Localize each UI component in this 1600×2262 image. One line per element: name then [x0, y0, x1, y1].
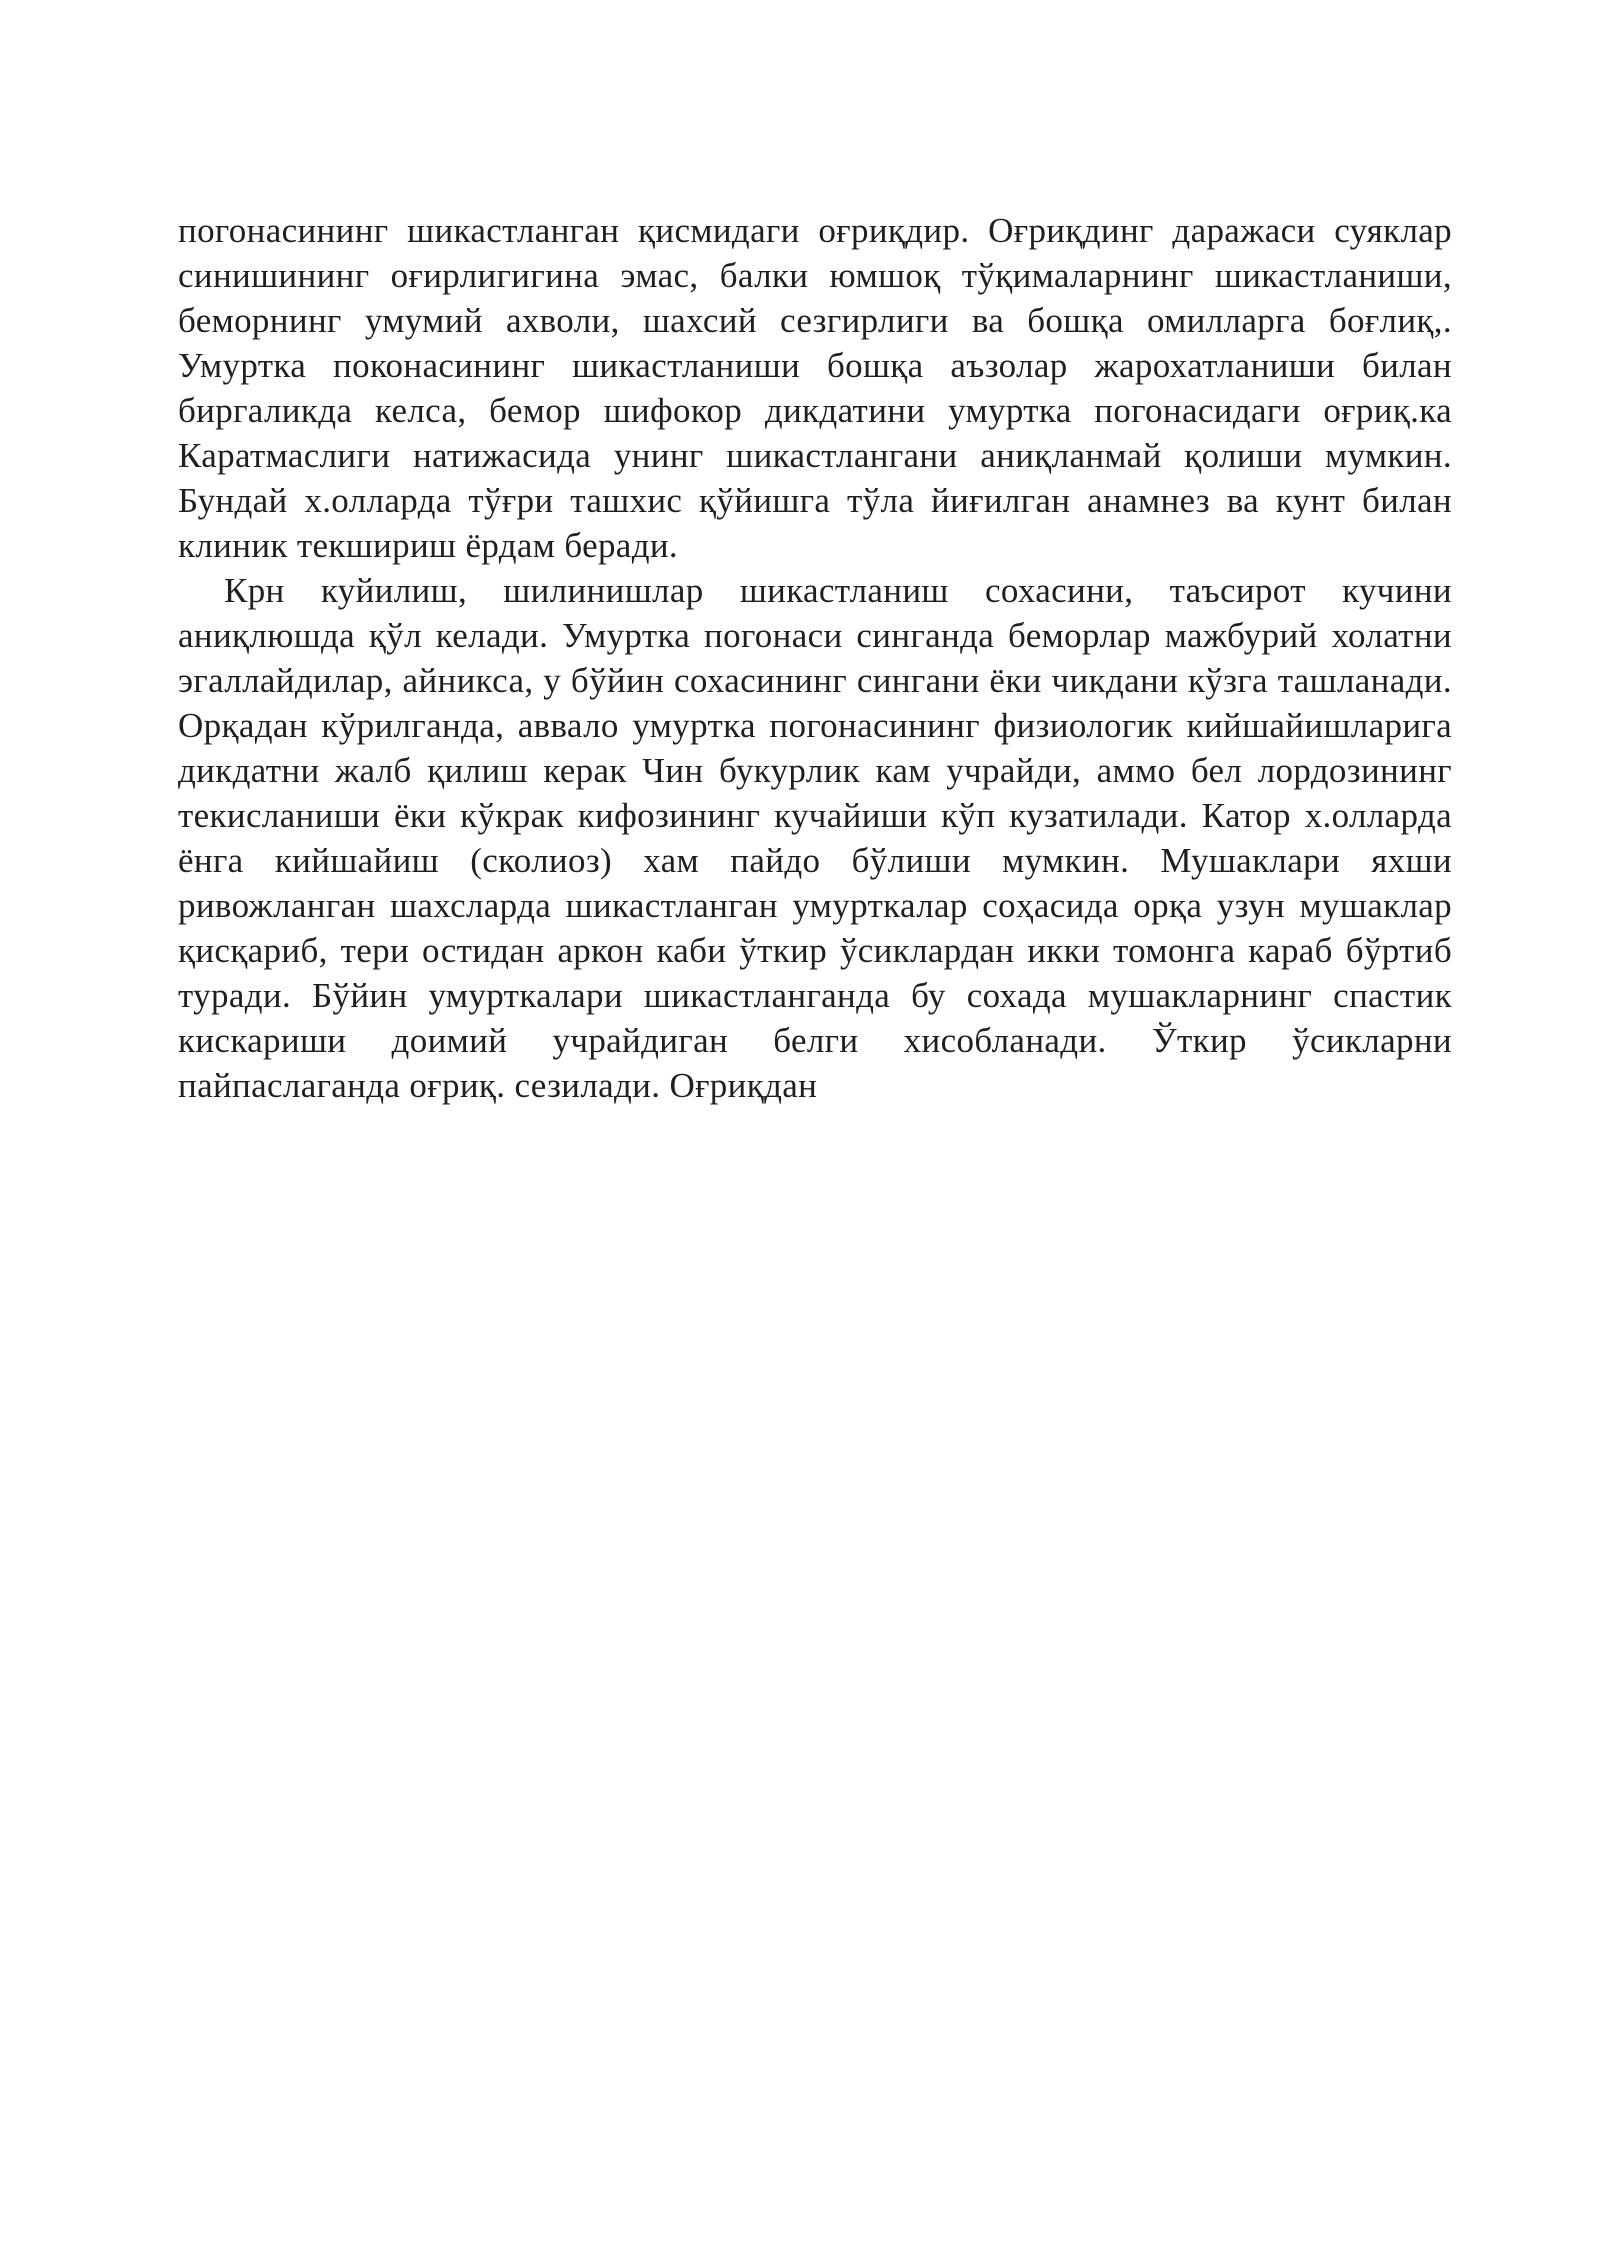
body-text: [178, 208, 1452, 1108]
paragraph-2: Крн куйилиш, шилинишлар шикастланиш сохасини, таъсирот кучини аниқлюшда қўл келади. Умуртка погонаси синганда беморлар мажбурий холатни эгаллайдилар, айникса, у бўйин сохасининг сингани ёки чикдани кўзга ташланади. Орқадан кўрилганда, аввало умуртка погонасининг физиологик кийшайишларига дикдатни жалб қилиш керак Чин букурлик кам учрайди, аммо бел лордозининг текисланиши ёки кўкрак кифозининг кучайиши кўп кузатилади. Катор х.олларда ёнга кийшайиш (сколиоз) хам пайдо бўлиши мумкин. Мушаклари яхши ривожланган шахсларда шикастланган умурткалар соҳасида орқа узун мушаклар қисқариб, тери остидан аркон каби ўткир ўсиклардан икки томонга караб бўртиб туради. Бўйин умурткалари шикастланганда бу сохада мушакларнинг спастик кискариши доимий учрайдиган белги хисобланади. Ўткир ўсикларни пайпаслаганда оғриқ. сезилади. Оғриқдан: [178, 571, 1452, 1105]
paragraph-1: погонасининг шикастланган қисмидаги оғриқдир. Оғриқдинг даражаси суяклар синишининг оғирлигигина эмас, балки юмшоқ тўқималарнинг шикастланиши, беморнинг умумий ахволи, шахсий сезгирлиги ва бошқа омилларга боғлиқ,. Умуртка поконасининг шикастланиши бошқа аъзолар жарохатланиши билан биргаликда келса, бемор шифокор дикдатини умуртка погонасидаги оғриқ.ка Каратмаслиги натижасида унинг шикастлангани аниқланмай қолиши мумкин. Бундай х.олларда тўғри ташхис қўйишга тўла йиғилган анамнез ва кунт билан клиник текшириш ёрдам беради.: [178, 211, 1452, 565]
